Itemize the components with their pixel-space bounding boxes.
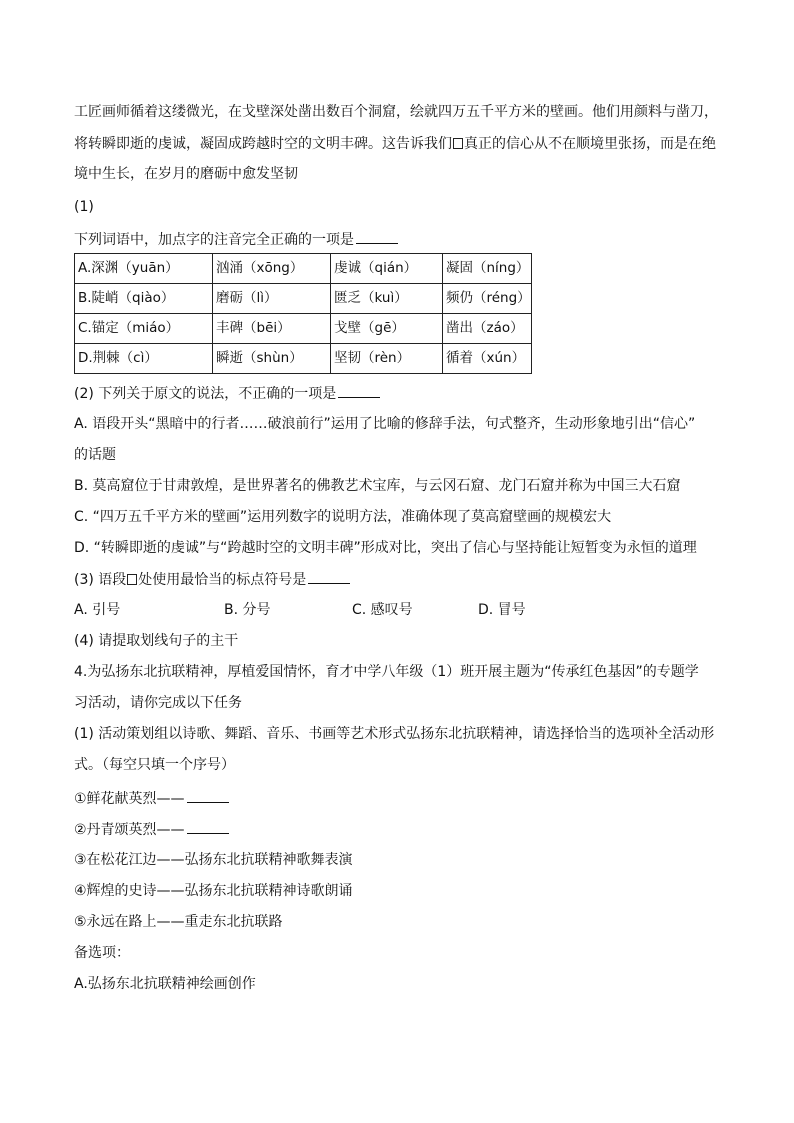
answer-blank[interactable] <box>338 383 380 398</box>
question-3-option-d: D. 冒号 <box>478 602 526 618</box>
question-2-option-b: B. 莫高窟位于甘肃敦煌，是世界著名的佛教艺术宝库，与云冈石窟、龙门石窟并称为中国三大石窟 <box>74 478 681 494</box>
table-cell: 凿出（záo） <box>443 314 532 344</box>
table-cell: 循着（xún） <box>443 344 532 374</box>
activity-option-a: A.弘扬东北抗联精神绘画创作 <box>74 976 256 992</box>
question-3-option-a: A. 引号 <box>74 602 121 618</box>
punctuation-blank-box <box>127 574 137 585</box>
table-row <box>75 314 532 344</box>
activity-item: ⑤永远在路上——重走东北抗联路 <box>74 914 283 930</box>
question-3-prompt <box>74 569 350 590</box>
table-cell: 频仍（réng） <box>443 284 532 314</box>
table-cell: B.陡峭（qiào） <box>75 284 213 314</box>
passage-line-2-text-b: 真正的信心从不在顺境里张扬，而是在绝 <box>464 136 716 152</box>
table-row <box>75 344 532 374</box>
options-label: 备选项： <box>74 945 130 961</box>
activity-item: ④辉煌的史诗——弘扬东北抗联精神诗歌朗诵 <box>74 883 353 899</box>
question-2-option-a-line-1: A. 语段开头“黑暗中的行者……破浪前行”运用了比喻的修辞手法，句式整齐，生动形象地引出“信心” <box>74 416 696 432</box>
question-2-prompt <box>74 383 380 404</box>
passage-line-1: 工匠画师循着这缕微光，在戈壁深处凿出数百个洞窟，绘就四万五千平方米的壁画。他们用颜料与凿刀， <box>74 104 718 120</box>
section-4-sub-1-line-2: 式。（每空只填一个序号） <box>74 757 235 773</box>
question-2-prompt-text: (2) 下列关于原文的说法，不正确的一项是 <box>74 386 337 402</box>
section-4-intro-line-2: 习活动，请你完成以下任务 <box>74 695 242 711</box>
answer-blank[interactable] <box>187 788 229 803</box>
activity-item-text: ②丹青颂英烈—— <box>74 822 185 838</box>
table-cell: 磨砺（lì） <box>213 284 331 314</box>
question-3-option-b: B. 分号 <box>224 602 271 618</box>
question-3-prompt-text-a: (3) 语段 <box>74 572 127 588</box>
table-cell: 坚韧（rèn） <box>331 344 443 374</box>
passage-line-2 <box>74 134 716 154</box>
section-4-intro-line-1: 4.为弘扬东北抗联精神，厚植爱国情怀，育才中学八年级（1）班开展主题为“传承红色基因”的专题学 <box>74 664 699 680</box>
question-2-option-c: C. “四万五千平方米的壁画”运用列数字的说明方法，准确体现了莫高窟壁画的规模宏大 <box>74 509 612 525</box>
question-1-prompt <box>74 229 398 250</box>
table-row <box>75 254 532 284</box>
table-cell: C.锚定（miáo） <box>75 314 213 344</box>
table-cell: 瞬逝（shùn） <box>213 344 331 374</box>
activity-item <box>74 819 229 840</box>
passage-line-3: 境中生长，在岁月的磨砺中愈发坚韧 <box>74 166 298 182</box>
activity-item <box>74 788 229 809</box>
table-cell: 匮乏（kuì） <box>331 284 443 314</box>
question-3-prompt-text-b: 处使用最恰当的标点符号是 <box>138 572 307 588</box>
table-cell: 丰碑（bēi） <box>213 314 331 344</box>
question-1-number: (1) <box>74 199 94 215</box>
question-1-prompt-text: 下列词语中，加点字的注音完全正确的一项是 <box>74 232 354 248</box>
section-4-sub-1-line-1: (1) 活动策划组以诗歌、舞蹈、音乐、书画等艺术形式弘扬东北抗联精神，请选择恰当的选项补全活动形 <box>74 726 715 742</box>
answer-blank[interactable] <box>356 229 398 244</box>
punctuation-blank-box <box>453 138 463 149</box>
answer-blank[interactable] <box>187 819 229 834</box>
question-4-prompt: (4) 请提取划线句子的主干 <box>74 633 239 649</box>
answer-blank[interactable] <box>308 569 350 584</box>
table-cell: 汹涌（xōng） <box>213 254 331 284</box>
activity-item-text: ①鲜花献英烈—— <box>74 791 185 807</box>
question-3-option-c: C. 感叹号 <box>352 602 413 618</box>
table-row <box>75 284 532 314</box>
activity-item: ③在松花江边——弘扬东北抗联精神歌舞表演 <box>74 852 353 868</box>
pinyin-options-table <box>74 253 532 374</box>
table-cell: 戈壁（gē） <box>331 314 443 344</box>
table-cell: D.荆棘（cì） <box>75 344 213 374</box>
table-cell: 凝固（níng） <box>443 254 532 284</box>
table-cell: 虔诚（qián） <box>331 254 443 284</box>
passage-line-2-text-a: 将转瞬即逝的虔诚，凝固成跨越时空的文明丰碑。这告诉我们 <box>74 136 452 152</box>
table-cell: A.深渊（yuān） <box>75 254 213 284</box>
question-2-option-d: D. “转瞬即逝的虔诚”与“跨越时空的文明丰碑”形成对比，突出了信心与坚持能让短暂变为永恒的道理 <box>74 540 697 556</box>
question-2-option-a-line-2: 的话题 <box>74 447 116 463</box>
